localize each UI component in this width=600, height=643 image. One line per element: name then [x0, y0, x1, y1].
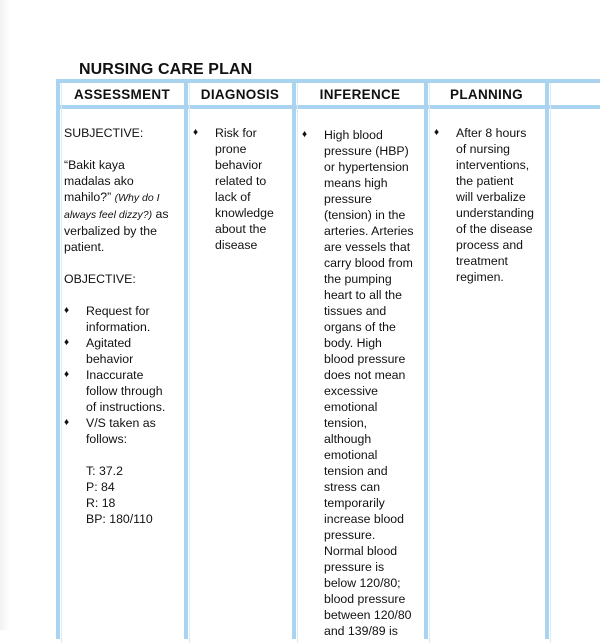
quote-line: “Bakit kaya [64, 158, 125, 172]
inference-line: tension, [324, 416, 368, 430]
inference-cell [302, 127, 424, 639]
diamond-bullet-icon: ♦ [64, 305, 70, 316]
inference-line: arteries. Arteries [324, 224, 414, 238]
column-divider [545, 79, 549, 639]
vital-sign-pulse: P: 84 [86, 480, 115, 494]
planning-line: will verbalize [456, 190, 526, 204]
diagnosis-line: behavior [215, 158, 263, 172]
objective-item-line: V/S taken as [86, 416, 156, 430]
objective-item-line: of instructions. [86, 400, 166, 414]
diamond-bullet-icon: ♦ [64, 337, 70, 348]
diagnosis-line: about the [215, 222, 267, 236]
planning-line: regimen. [456, 270, 504, 284]
inference-line: although [324, 432, 372, 446]
inference-line: below 120/80; [324, 576, 401, 590]
objective-item-line: Agitated [86, 336, 132, 350]
planning-line: interventions, [456, 158, 530, 172]
inference-line: stress can [324, 480, 381, 494]
header-diagnosis: DIAGNOSIS [200, 87, 280, 102]
header-planning: PLANNING [450, 87, 523, 102]
inference-line: pressure is [324, 560, 385, 574]
inference-line: the pumping [324, 272, 392, 286]
diamond-bullet-icon: ♦ [64, 369, 70, 380]
vital-sign-respiration: R: 18 [86, 496, 116, 510]
diagnosis-line: disease [215, 238, 258, 252]
quote-tail: mahilo?” [64, 190, 112, 204]
column-inner-rule [189, 83, 190, 643]
inference-line: body. High [324, 336, 382, 350]
objective-item-line: follows: [86, 432, 128, 446]
diagnosis-line: Risk for [215, 126, 257, 140]
diamond-bullet-icon: ♦ [434, 127, 440, 138]
diamond-bullet-icon: ♦ [302, 129, 308, 140]
inference-line: (tension) in the [324, 208, 406, 222]
inference-line: or hypertension [324, 160, 409, 174]
diamond-bullet-icon: ♦ [64, 417, 70, 428]
inference-line: pressure (HBP) [324, 144, 409, 158]
objective-item-line: Inaccurate [86, 368, 144, 382]
diamond-bullet-icon: ♦ [193, 127, 199, 138]
inference-line: are vessels that [324, 240, 411, 254]
inference-line: temporarily [324, 496, 385, 510]
assessment-cell [64, 125, 182, 527]
table-header-border [56, 105, 600, 109]
header-inference: INFERENCE [319, 87, 401, 102]
column-divider [184, 79, 188, 639]
inference-item [302, 127, 424, 639]
planning-line: of nursing [456, 142, 511, 156]
document-title: NURSING CARE PLAN [79, 61, 253, 78]
objective-item-line: follow through [86, 384, 163, 398]
objective-item-line: Request for [86, 304, 150, 318]
planning-cell [434, 125, 544, 285]
planning-line: After 8 hours [456, 126, 527, 140]
subjective-label: SUBJECTIVE: [64, 126, 144, 140]
as-word: as [155, 207, 169, 221]
objective-item [64, 303, 182, 335]
inference-line: tension and [324, 464, 388, 478]
diagnosis-cell [193, 125, 289, 253]
inference-line: excessive [324, 384, 378, 398]
quote-line: madalas ako [64, 174, 134, 188]
vital-sign-blood-pressure: BP: 180/110 [86, 512, 153, 526]
planning-line: of the disease [456, 222, 533, 236]
objective-item-line: behavior [86, 352, 134, 366]
column-divider [292, 79, 296, 639]
objective-item-line: information. [86, 320, 151, 334]
table-left-border [56, 79, 60, 639]
inference-line: between 120/80 [324, 608, 412, 622]
inference-line: carry blood from [324, 256, 413, 270]
planning-line: understanding [456, 206, 534, 220]
column-inner-rule [61, 83, 62, 643]
inference-line: blood pressure [324, 352, 406, 366]
column-divider [424, 79, 428, 639]
inference-line: emotional [324, 400, 378, 414]
quote-line [64, 189, 182, 206]
table-top-border [56, 79, 600, 83]
vital-sign-temperature: T: 37.2 [86, 464, 123, 478]
inference-line: blood pressure [324, 592, 406, 606]
translation-text: (Why do I [114, 192, 160, 204]
inference-line: does not mean [324, 368, 406, 382]
objective-item [64, 415, 182, 527]
inference-line: pressure. [324, 528, 376, 542]
inference-line: increase blood [324, 512, 404, 526]
inference-line: pressure [324, 192, 372, 206]
inference-line: High blood [324, 128, 383, 142]
diagnosis-line: knowledge [215, 206, 274, 220]
planning-item [434, 125, 544, 285]
inference-line: and 139/89 is [324, 624, 398, 638]
diagnosis-line: related to [215, 174, 267, 188]
diagnosis-line: prone [215, 142, 247, 156]
inference-line: emotional [324, 448, 378, 462]
header-assessment: ASSESSMENT [73, 87, 171, 102]
inference-line: means high [324, 176, 388, 190]
planning-line: treatment [456, 254, 508, 268]
inference-line: organs of the [324, 320, 396, 334]
planning-line: process and [456, 238, 523, 252]
diagnosis-item [193, 125, 289, 253]
column-inner-rule [429, 83, 430, 643]
objective-label: OBJECTIVE: [64, 272, 136, 286]
quote-line [64, 206, 182, 223]
column-inner-rule [297, 83, 298, 643]
objective-item [64, 367, 182, 415]
column-inner-rule [550, 83, 551, 643]
inference-line: tissues and [324, 304, 387, 318]
inference-line: heart to all the [324, 288, 402, 302]
verbalized-line: patient. [64, 240, 105, 254]
objective-item [64, 335, 182, 367]
verbalized-line: verbalized by the [64, 224, 157, 238]
translation-text: always feel dizzy?) [64, 209, 153, 221]
planning-line: the patient [456, 174, 514, 188]
inference-line: Normal blood [324, 544, 398, 558]
diagnosis-line: lack of [215, 190, 251, 204]
